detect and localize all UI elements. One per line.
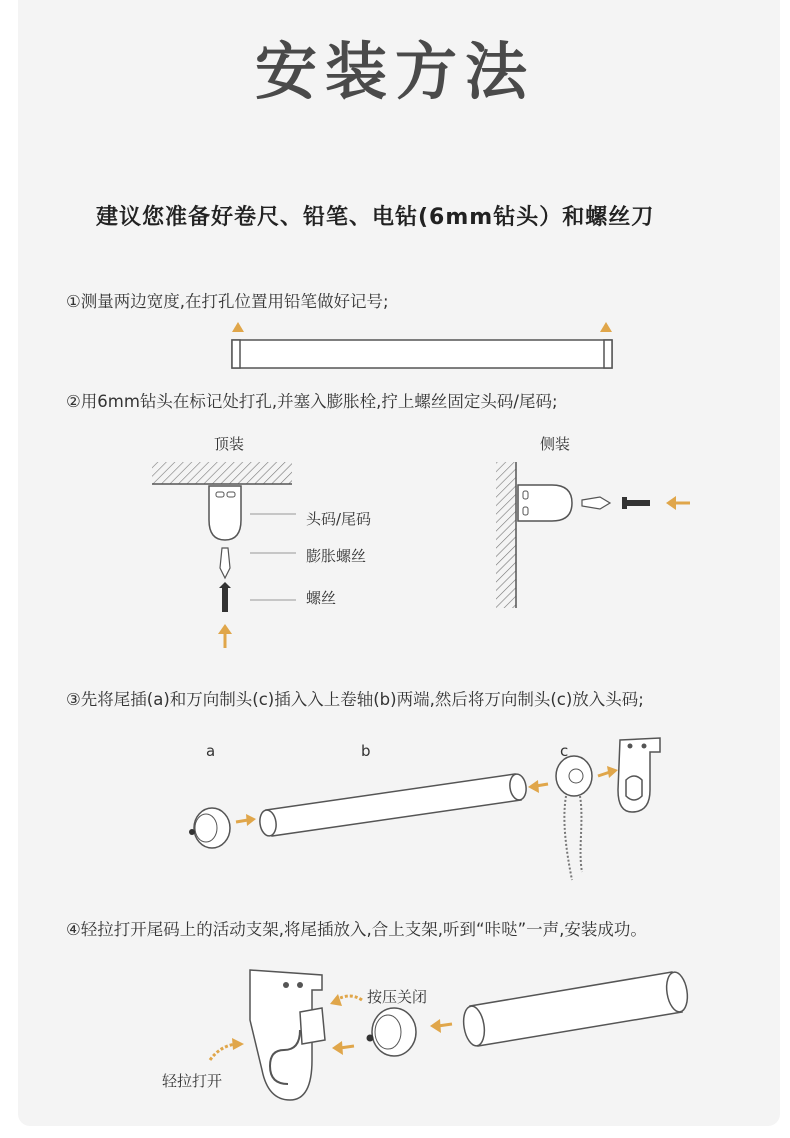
top-mount-label: 顶装 xyxy=(214,435,245,453)
side-mount-label: 侧装 xyxy=(540,435,571,453)
arrow-c-to-bracket-icon xyxy=(598,766,618,778)
roller-tube xyxy=(461,971,690,1048)
press-close-label: 按压关闭 xyxy=(367,988,428,1006)
step-1-text: ①测量两边宽度,在打孔位置用铅笔做好记号; xyxy=(66,292,389,311)
tools-note: 建议您准备好卷尺、铅笔、电钻(6mm钻头）和螺丝刀 xyxy=(96,205,655,230)
up-arrow-icon xyxy=(218,624,232,648)
universal-head-c xyxy=(556,756,592,880)
side-mount-figure xyxy=(496,462,650,608)
tail-plug-a xyxy=(189,808,230,848)
arrow-plug-to-bracket-icon xyxy=(332,1041,354,1055)
label-c: c xyxy=(560,742,569,760)
page-title: 安装方法 xyxy=(254,35,535,108)
arrow-c-to-b-icon xyxy=(528,780,548,793)
step-2-text: ②用6mm钻头在标记处打孔,并塞入膨胀栓,拧上螺丝固定头码/尾码; xyxy=(66,392,558,411)
arrow-tube-to-plug-icon xyxy=(430,1019,452,1033)
mark-left-icon xyxy=(232,322,244,332)
top-mount-figure xyxy=(152,462,292,612)
tail-bracket xyxy=(250,970,325,1100)
step-3-text: ③先将尾插(a)和万向制头(c)插入入上卷轴(b)两端,然后将万向制头(c)放入头码; xyxy=(66,690,644,709)
arrow-close-icon xyxy=(330,994,362,1006)
pull-open-label: 轻拉打开 xyxy=(162,1072,223,1090)
label-b: b xyxy=(361,742,371,760)
measure-rail xyxy=(232,340,612,368)
arrow-open-icon xyxy=(210,1038,244,1060)
left-arrow-icon xyxy=(666,496,690,510)
screw-label: 螺丝 xyxy=(306,589,337,607)
step-4-text: ④轻拉打开尾码上的活动支架,将尾插放入,合上支架,听到“咔哒”一声,安装成功。 xyxy=(66,920,647,939)
tail-plug xyxy=(367,1008,417,1056)
roller-tube-b xyxy=(258,773,527,837)
label-a: a xyxy=(206,742,216,760)
mark-right-icon xyxy=(600,322,612,332)
arrow-a-to-b-icon xyxy=(236,814,256,826)
anchor-label: 膨胀螺丝 xyxy=(306,547,367,565)
head-bracket xyxy=(618,738,660,812)
bracket-label: 头码/尾码 xyxy=(306,510,372,528)
